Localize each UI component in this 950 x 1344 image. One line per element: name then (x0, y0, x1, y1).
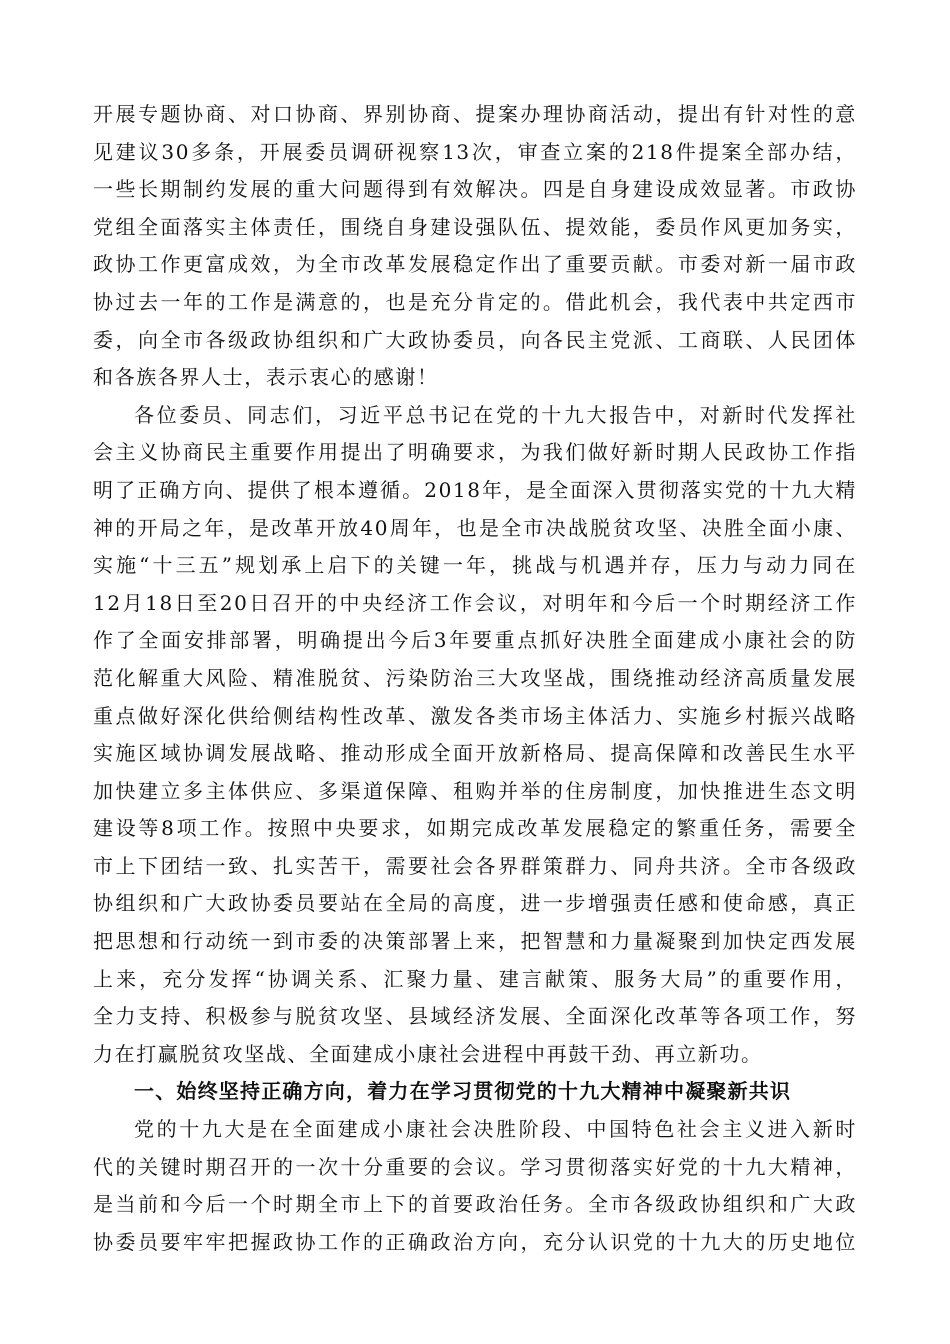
text-line: 一些长期制约发展的重大问题得到有效解决。四是自身建设成效显著。市政协 (93, 177, 857, 202)
text-line: 见建议30多条，开展委员调研视察13次，审查立案的218件提案全部办结， (93, 139, 857, 164)
text-line: 上来，充分发挥“协调关系、汇聚力量、建言献策、服务大局”的重要作用， (93, 966, 857, 991)
paragraph-start-line: 各位委员、同志们，习近平总书记在党的十九大报告中，对新时代发挥社 (134, 402, 857, 427)
text-line: 政协工作更富成效，为全市改革发展稳定作出了重要贡献。市委对新一届市政 (93, 252, 857, 277)
section-heading: 一、始终坚持正确方向，着力在学习贯彻党的十九大精神中凝聚新共识 (134, 1079, 792, 1104)
text-line: 代的关键时期召开的一次十分重要的会议。学习贯彻落实好党的十九大精神， (93, 1154, 857, 1179)
text-line: 实施“十三五”规划承上启下的关键一年，挑战与机遇并存，压力与动力同在 (93, 553, 857, 578)
text-line: 是当前和今后一个时期全市上下的首要政治任务。全市各级政协组织和广大政 (93, 1192, 857, 1217)
text-line: 作了全面安排部署，明确提出今后3年要重点抓好决胜全面建成小康社会的防 (93, 628, 857, 653)
text-line: 党组全面落实主体责任，围绕自身建设强队伍、提效能，委员作风更加务实， (93, 214, 857, 239)
text-line: 力在打赢脱贫攻坚战、全面建成小康社会进程中再鼓干劲、再立新功。 (93, 1041, 763, 1066)
text-line: 把思想和行动统一到市委的决策部署上来，把智慧和力量凝聚到加快定西发展 (93, 929, 857, 954)
text-line: 神的开局之年，是改革开放40周年，也是全市决战脱贫攻坚、决胜全面小康、 (93, 515, 857, 540)
text-line: 会主义协商民主重要作用提出了明确要求，为我们做好新时期人民政协工作指 (93, 440, 857, 465)
text-line: 明了正确方向、提供了根本遵循。2018年，是全面深入贯彻落实党的十九大精 (93, 477, 857, 502)
text-line: 市上下团结一致、扎实苦干，需要社会各界群策群力、同舟共济。全市各级政 (93, 853, 857, 878)
text-line: 12月18日至20日召开的中央经济工作会议，对明年和今后一个时期经济工作 (93, 590, 857, 615)
text-line: 加快建立多主体供应、多渠道保障、租购并举的住房制度，加快推进生态文明 (93, 778, 857, 803)
text-line: 协委员要牢牢把握政协工作的正确政治方向，充分认识党的十九大的历史地位 (93, 1229, 857, 1254)
text-line: 全力支持、积极参与脱贫攻坚、县域经济发展、全面深化改革等各项工作，努 (93, 1004, 857, 1029)
text-line: 和各族各界人士，表示衷心的感谢！ (93, 365, 439, 390)
text-line: 重点做好深化供给侧结构性改革、激发各类市场主体活力、实施乡村振兴战略 (93, 703, 857, 728)
text-line: 开展专题协商、对口协商、界别协商、提案办理协商活动，提出有针对性的意 (93, 102, 857, 126)
text-line: 委，向全市各级政协组织和广大政协委员，向各民主党派、工商联、人民团体 (93, 327, 857, 352)
paragraph-start-line: 党的十九大是在全面建成小康社会决胜阶段、中国特色社会主义进入新时 (134, 1117, 857, 1142)
text-line: 协过去一年的工作是满意的，也是充分肯定的。借此机会，我代表中共定西市 (93, 289, 857, 314)
text-line: 协组织和广大政协委员要站在全局的高度，进一步增强责任感和使命感，真正 (93, 891, 857, 916)
text-line: 建设等8项工作。按照中央要求，如期完成改革发展稳定的繁重任务，需要全 (93, 816, 857, 841)
text-line: 实施区域协调发展战略、推动形成全面开放新格局、提高保障和改善民生水平 (93, 741, 857, 766)
text-line: 范化解重大风险、精准脱贫、污染防治三大攻坚战，围绕推动经济高质量发展 (93, 665, 857, 690)
document-body (93, 96, 857, 1261)
